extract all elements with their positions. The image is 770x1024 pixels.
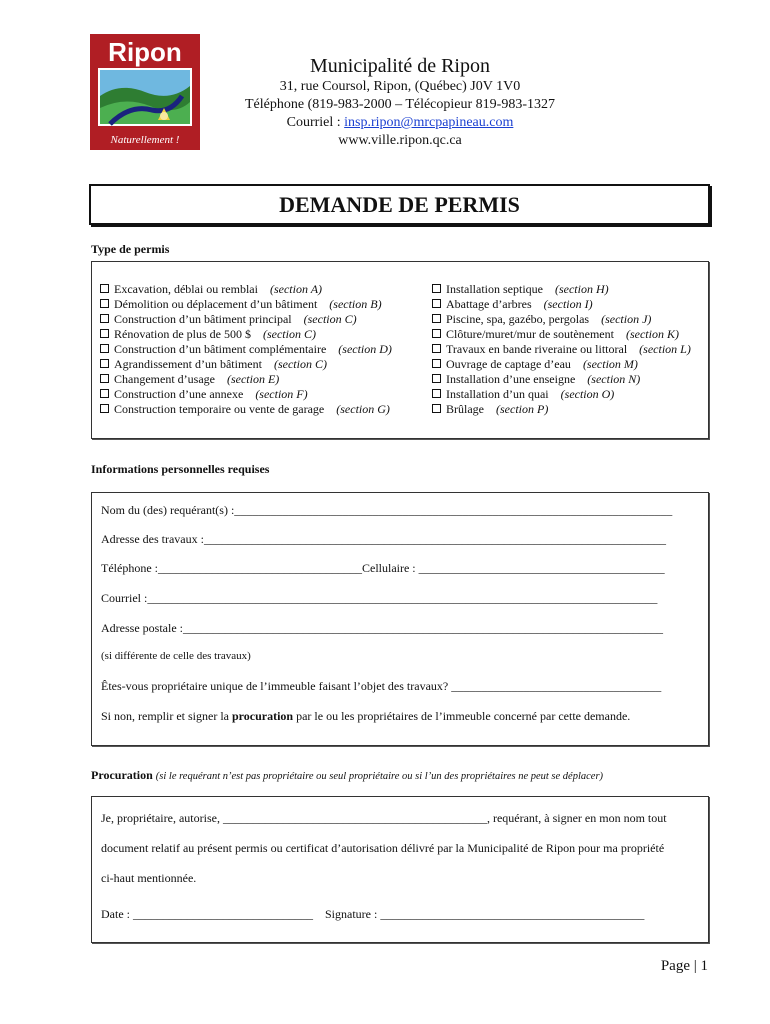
permit-option-accessory-building[interactable]: Construction d’un bâtiment complémentaire (section D) [100,342,392,357]
checkbox[interactable] [100,389,109,398]
checkbox[interactable] [432,344,441,353]
checkbox[interactable] [100,374,109,383]
phone-fax-line: Téléphone (819-983-2000 – Télécopieur 819-983-1327 [245,97,555,112]
permit-option-annex[interactable]: Construction d’une annexe (section F) [100,387,392,402]
permit-option-change-of-use[interactable]: Changement d’usage (section E) [100,372,392,387]
authorization-text: document relatif au présent permis ou certificat d’autorisation délivré par la Municipalité de Ripon pour ma propriété [101,841,665,855]
permit-option-sign[interactable]: Installation d’une enseigne (section N) [432,372,691,387]
email-link[interactable]: insp.ripon@mrcpapineau.com [344,115,514,130]
permit-option-demolition[interactable]: Démolition ou déplacement d’un bâtiment (section B) [100,297,392,312]
authorization-line[interactable]: Je, propriétaire, autorise, ____________________________________________, requérant, à signer en mon nom tout [101,811,667,825]
permit-types-heading: Type de permis [91,242,170,256]
checkbox[interactable] [432,404,441,413]
logo-text: Ripon [108,37,182,67]
personal-info-heading: Informations personnelles requises [91,462,270,476]
checkbox[interactable] [432,299,441,308]
permit-types-left-column [100,282,392,417]
checkbox[interactable] [100,299,109,308]
page-number: Page | 1 [660,958,708,974]
form-title: DEMANDE DE PERMIS [89,184,710,225]
checkbox[interactable] [100,404,109,413]
permit-option-fence[interactable]: Clôture/muret/mur de soutènement (section K) [432,327,691,342]
checkbox[interactable] [432,284,441,293]
permit-option-renovation[interactable]: Rénovation de plus de 500 $ (section C) [100,327,392,342]
authorization-text-end: ci-haut mentionnée. [101,871,197,885]
postal-address-field[interactable]: Adresse postale :________________________________________________________________________________ [101,621,663,635]
permit-option-temporary-construction[interactable]: Construction temporaire ou vente de garage (section G) [100,402,392,417]
procuration-instruction: Si non, remplir et signer la procuration par le ou les propriétaires de l’immeuble concerné par cette demande. [101,709,631,723]
email-line [200,114,600,132]
work-address-field[interactable]: Adresse des travaux :_____________________________________________________________________________ [101,532,666,546]
municipality-logo [90,34,200,150]
permit-types-box [91,261,709,439]
logo-slogan: Naturellement ! [110,134,180,146]
organization-name: Municipalité de Ripon [310,55,490,77]
permit-option-main-building[interactable]: Construction d’un bâtiment principal (section C) [100,312,392,327]
checkbox[interactable] [100,284,109,293]
personal-info-box [91,492,709,746]
applicant-name-field[interactable]: Nom du (des) requérant(s) :_________________________________________________________________________ [101,503,673,517]
checkbox[interactable] [432,359,441,368]
checkbox[interactable] [100,359,109,368]
permit-option-excavation[interactable]: Excavation, déblai ou remblai (section A) [100,282,392,297]
address-line: 31, rue Coursol, Ripon, (Québec) J0V 1V0 [279,79,521,94]
permit-option-dock[interactable]: Installation d’un quai (section O) [432,387,691,402]
permit-option-burning[interactable]: Brûlage (section P) [432,402,691,417]
checkbox[interactable] [100,329,109,338]
permit-types-right-column [432,282,691,417]
checkbox[interactable] [100,314,109,323]
permit-option-tree-cutting[interactable]: Abattage d’arbres (section I) [432,297,691,312]
permit-option-septic[interactable]: Installation septique (section H) [432,282,691,297]
permit-option-water-intake[interactable]: Ouvrage de captage d’eau (section M) [432,357,691,372]
checkbox[interactable] [432,389,441,398]
phone-field[interactable]: Téléphone :__________________________________Cellulaire : _________________________________________ [101,561,665,575]
owner-question-field[interactable]: Êtes-vous propriétaire unique de l’immeuble faisant l’objet des travaux? ___________________________________ [101,679,662,693]
email-label: Courriel : [286,115,345,130]
procuration-box [91,796,709,943]
permit-option-pool[interactable]: Piscine, spa, gazébo, pergolas (section J) [432,312,691,327]
permit-option-shoreline-works[interactable]: Travaux en bande riveraine ou littoral (section L) [432,342,691,357]
checkbox[interactable] [432,329,441,338]
permit-option-extension[interactable]: Agrandissement d’un bâtiment (section C) [100,357,392,372]
municipality-header [200,54,600,150]
website-line: www.ville.ripon.qc.ca [338,133,462,148]
procuration-heading: Procuration (si le requérant n’est pas propriétaire ou seul propriétaire ou si l’un des propriétaires ne peut se déplacer) [91,768,604,782]
checkbox[interactable] [432,374,441,383]
checkbox[interactable] [100,344,109,353]
date-signature-line[interactable]: Date : ______________________________ Signature : ____________________________________________ [101,907,645,921]
postal-address-note: (si différente de celle des travaux) [101,650,251,662]
email-field[interactable]: Courriel :_____________________________________________________________________________________ [101,591,658,605]
checkbox[interactable] [432,314,441,323]
